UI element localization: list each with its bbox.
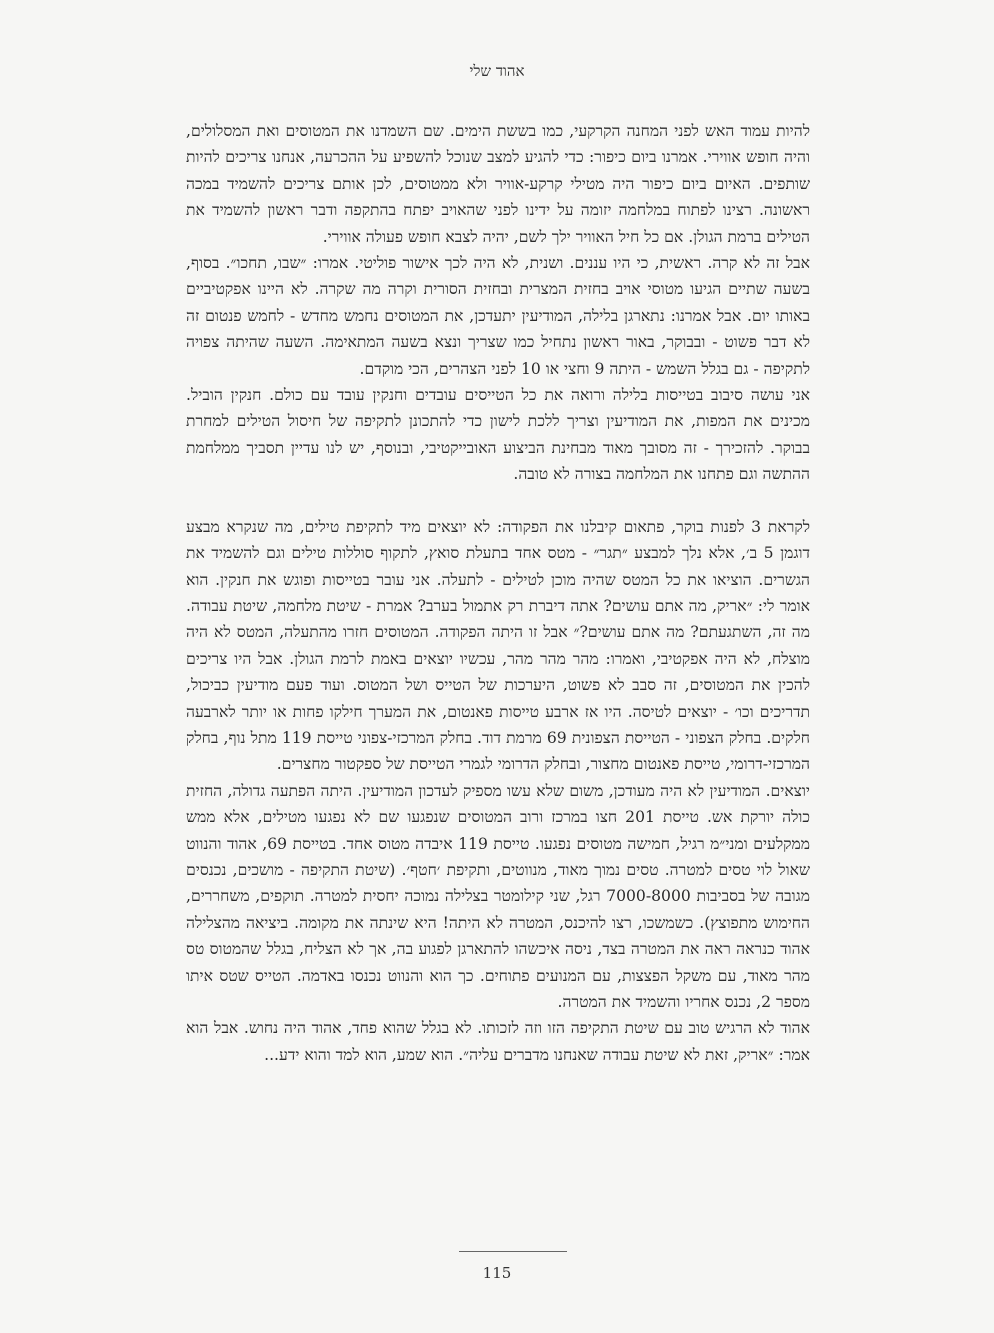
footer-divider	[459, 1251, 567, 1252]
paragraph: אני עושה סיבוב בטייסות בלילה ורואה את כל הטייסים עובדים וחנקין עובד עם כולם. חנקין הוביל. מכינים את המפות, את המודיעין וצריך ללכת לישון כדי להתכונן לתקיפה של חיסול הטילים למחרת בבוקר. להזכירך - זה מסובך מאוד מבחינת הביצוע האובייקטיבי, ובנוסף, יש לנו עדיין תסביך ממלחמת ההתשה וגם פתחנו את המלחמה בצורה לא טובה.	[186, 386, 810, 484]
paragraph: יוצאים. המודיעין לא היה מעודכן, משום שלא עשו מספיק לעדכון המודיעין. היתה הפתעה גדולה, החזית כולה יורקת אש. טייסת 201 חצו במרכז ורוב המטוסים שנפגעו שם לא נפגעו מטילים, אלא ממש ממקלעים ומני״מ רגיל, חמישה מטוסים נפגעו. טייסת 119 איבדה מטוס אחד. בטייסת 69, אהוד והנווט שאול לוי טסים למטרה. טסים נמוך מאוד, מנווטים, ותקיפת ׳חטף׳. (שיטת התקיפה - מושכים, נכנסים מגובה של בסביבות 7000-8000 רגל, שני קילומטר בצלילה נמוכה יחסית למטרה. תוקפים, משחררים, החימוש מתפוצץ). כשמשכו, רצו להיכנס, המטרה לא היתה! היא שינתה את מקומה. ביציאה מהצלילה אהוד כנראה ראה את המטרה בצד, ניסה איכשהו להתארגן לפגוע בה, אך לא הצליח, בגלל שהמטוס טס מהר מאוד, עם משקל הפצצות, עם המנועים פתוחים. כך הוא והנווט נכנסו באדמה. הטייס שטס איתו מספר 2, נכנס אחריו והשמיד את המטרה.	[186, 781, 810, 1011]
running-header: אהוד שלי	[469, 62, 525, 80]
paragraph: אבל זה לא קרה. ראשית, כי היו עננים. ושנית, לא היה לכך אישור פוליטי. אמרו: ״שבו, תחכו״. בסוף, בשעה שתיים הגיעו מטוסי אויב בחזית המצרית ובחזית הסורית וקרה מה שקרה. לא היינו אפקטיביים באותו יום. אבל אמרנו: נתארגן בלילה, המודיעין יתעדכן, את המטוסים נחמש מחדש - לחמש פנטום זה לא דבר פשוט - ובבוקר, באור ראשון נתחיל כמו שצריך ונצא בשעה המתאימה. השעה שהיתה צפויה לתקיפה - גם בגלל השמש - היתה 9 וחצי או 10 לפני הצהרים, הכי מוקדם.	[186, 254, 810, 378]
page-number: 115	[482, 1264, 512, 1282]
paragraph: לקראת 3 לפנות בוקר, פתאום קיבלנו את הפקודה: לא יוצאים מיד לתקיפת טילים, מה שנקרא מבצע דוגמן 5 ב׳, אלא נלך למבצע ״תגר״ - מטס אחד בתעלת סואץ, לתקוף סוללות טילים וגם להשמיד את הגשרים. הוציאו את כל המטס שהיה מוכן לטילים - לתעלה. אני עובר בטייסות ופוגש את חנקין. הוא אומר לי: ״אריק, מה אתם עושים? אתה דיברת רק אתמול בערב? אמרת - שיטת מלחמה, שיטת עבודה. מה זה, השתגעתם? מה אתם עושים?״ אבל זו היתה הפקודה. המטוסים חזרו מהתעלה, המטס לא היה מוצלח, לא היה אפקטיבי, ואמרו: מהר מהר מהר, עכשיו יוצאים באמת לרמת הגולן. אבל היו צריכים להכין את המטוסים, זה סבב לא פשוט, היערכות של הטייס ושל המטוס. ועוד פעם מודיעין כביכול, תדריכים וכו׳ - יוצאים לטיסה. היו אז ארבע טייסות פאנטום, את המערך חילקו פחות או יותר לארבעה חלקים. בחלק הצפוני - הטייסת הצפונית 69 מרמת דוד. בחלק המרכזי-צפוני טייסת 119 מתל נוף, בחלק המרכזי-דרומי, טייסת פאנטום מחצור, ובחלק הדרומי לגמרי הטייסת של ספקטור מחצרים.	[186, 517, 811, 774]
paragraph: להיות עמוד האש לפני המחנה הקרקעי, כמו בששת הימים. שם השמדנו את המטוסים ואת המסלולים, והיה חופש אווירי. אמרנו ביום כיפור: כדי להגיע למצב שנוכל להשפיע על ההכרעה, אנחנו צריכים להיות שותפים. האיום ביום כיפור היה מטילי קרקע-אוויר ולא ממטוסים, לכן אותם צריכים להשמיד במכה ראשונה. רצינו לפתוח במלחמה יזומה על ידינו לפני שהאויב יפתח בהתקפה ודבר ראשון להשמיד את הטילים ברמת הגולן. אם כל חיל האוויר ילך לשם, יהיה לצבא חופש פעולה אווירי.	[186, 122, 810, 246]
paragraph: אהוד לא הרגיש טוב עם שיטת התקיפה הזו וזה לזכותו. לא בגלל שהוא פחד, אהוד היה נחוש. אבל הוא אמר: ״אריק, זאת לא שיטת עבודה שאנחנו מדברים עליה״. הוא שמע, הוא למד והוא ידע...	[186, 1019, 810, 1064]
body-text	[186, 118, 810, 1068]
